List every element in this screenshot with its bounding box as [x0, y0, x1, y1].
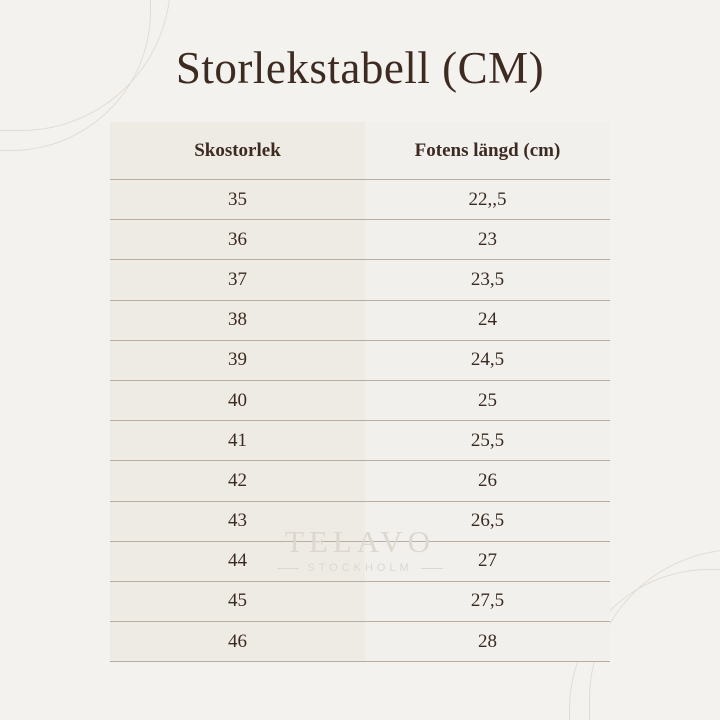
table-header: [110, 122, 610, 180]
table-row: [110, 180, 610, 220]
cell-shoe-size: 37: [110, 260, 365, 300]
column-header-foot-length: Fotens längd (cm): [365, 122, 610, 180]
cell-shoe-size: 35: [110, 180, 365, 220]
cell-foot-length: 24: [365, 300, 610, 340]
table-row: [110, 501, 610, 541]
cell-shoe-size: 44: [110, 541, 365, 581]
table-row: [110, 461, 610, 501]
table-row: [110, 340, 610, 380]
cell-foot-length: 28: [365, 622, 610, 662]
table-row: [110, 380, 610, 420]
table-header-row: [110, 122, 610, 180]
cell-foot-length: 23,5: [365, 260, 610, 300]
cell-shoe-size: 46: [110, 622, 365, 662]
table-row: [110, 260, 610, 300]
size-table: [110, 122, 610, 662]
watermark-brand: TELAVO: [285, 524, 435, 559]
cell-foot-length: 25,5: [365, 421, 610, 461]
table-row: [110, 541, 610, 581]
cell-foot-length: 27,5: [365, 581, 610, 621]
cell-foot-length: 26: [365, 461, 610, 501]
table-row: [110, 220, 610, 260]
cell-shoe-size: 41: [110, 421, 365, 461]
cell-shoe-size: 42: [110, 461, 365, 501]
cell-foot-length: 27: [365, 541, 610, 581]
cell-shoe-size: 43: [110, 501, 365, 541]
table-row: [110, 300, 610, 340]
cell-foot-length: 25: [365, 380, 610, 420]
cell-shoe-size: 40: [110, 380, 365, 420]
cell-shoe-size: 38: [110, 300, 365, 340]
cell-shoe-size: 36: [110, 220, 365, 260]
table-body: [110, 180, 610, 662]
table-row: [110, 622, 610, 662]
cell-foot-length: 22,,5: [365, 180, 610, 220]
cell-foot-length: 23: [365, 220, 610, 260]
table-row: [110, 421, 610, 461]
table-row: [110, 581, 610, 621]
cell-shoe-size: 39: [110, 340, 365, 380]
cell-foot-length: 24,5: [365, 340, 610, 380]
column-header-shoe-size: Skostorlek: [110, 122, 365, 180]
cell-shoe-size: 45: [110, 581, 365, 621]
page-title: Storlekstabell (CM): [175, 43, 545, 93]
cell-foot-length: 26,5: [365, 501, 610, 541]
size-table-container: [110, 122, 610, 662]
watermark-location: STOCKHOLM: [307, 562, 413, 574]
